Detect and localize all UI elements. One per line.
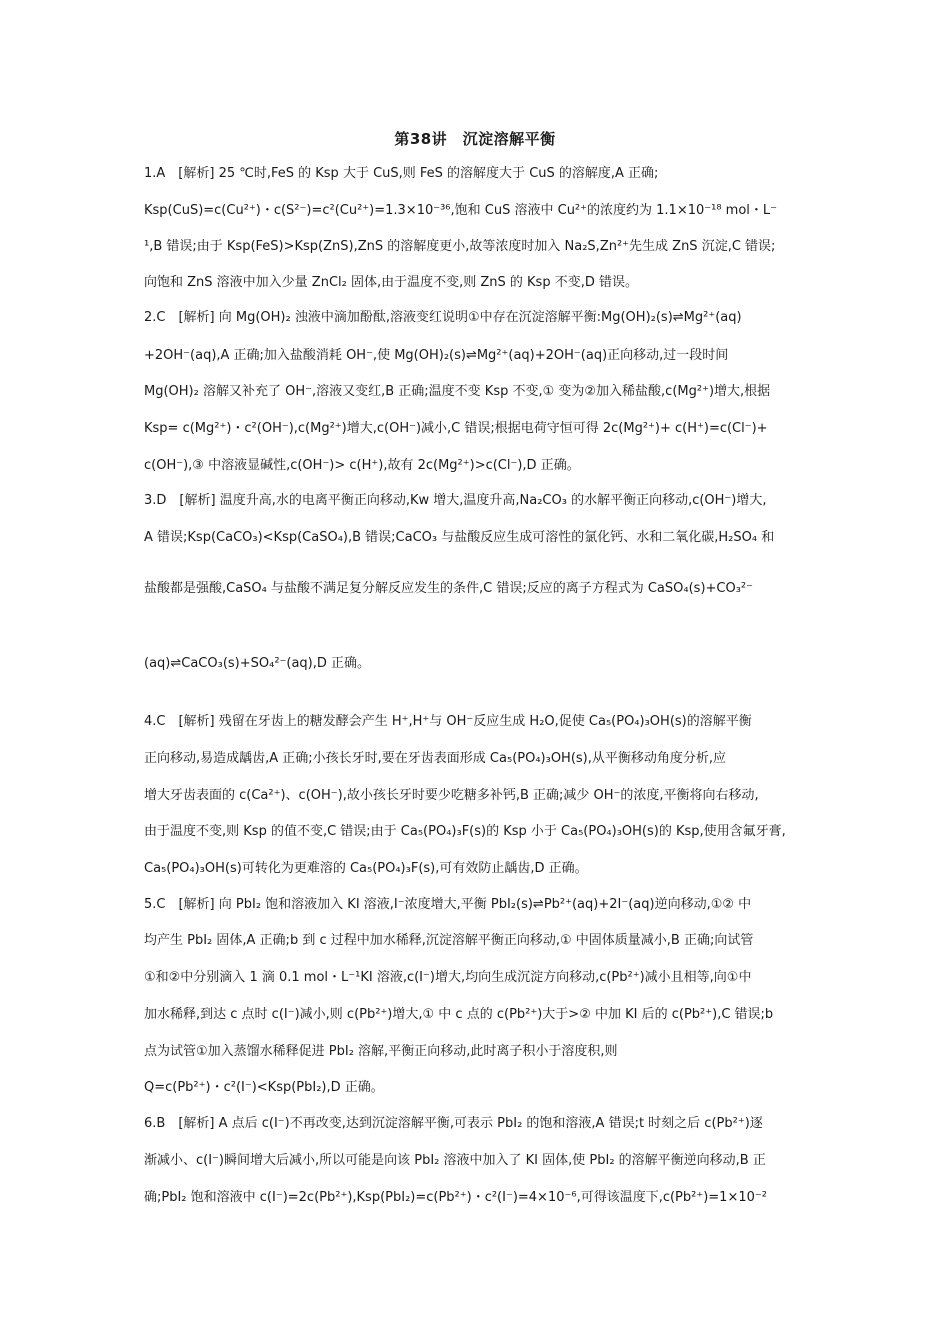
text-line: 加水稀释,到达 c 点时 c(I⁻)减小,则 c(Pb²⁺)增大,① 中 c 点的 c(Pb²⁺)大于>② 中加 KI 后的 c(Pb²⁺),C 错误;b (144, 1007, 774, 1022)
text-line: 向饱和 ZnS 溶液中加入少量 ZnCl₂ 固体,由于温度不变,则 ZnS 的 Ksp 不变,D 错误。 (144, 275, 638, 290)
text-line: A 错误;Ksp(CaCO₃)<Ksp(CaSO₄),B 错误;CaCO₃ 与盐酸反应生成可溶性的氯化钙、水和二氧化碳,H₂SO₄ 和 (144, 530, 775, 545)
text-line: 渐减小、c(I⁻)瞬间增大后减小,所以可能是向该 PbI₂ 溶液中加入了 KI 固体,使 PbI₂ 的溶解平衡逆向移动,B 正 (144, 1153, 766, 1168)
text-line: 正向移动,易造成龋齿,A 正确;小孩长牙时,要在牙齿表面形成 Ca₅(PO₄)₃OH(s),从平衡移动角度分析,应 (144, 751, 727, 766)
text-line: Mg(OH)₂ 溶解又补充了 OH⁻,溶液又变红,B 正确;温度不变 Ksp 不变,① 变为②加入稀盐酸,c(Mg²⁺)增大,根据 (144, 384, 771, 399)
text-line: 由于温度不变,则 Ksp 的值不变,C 错误;由于 Ca₅(PO₄)₃F(s)的 Ksp 小于 Ca₅(PO₄)₃OH(s)的 Ksp,使用含氟牙膏, (144, 824, 786, 839)
text-line: 增大牙齿表面的 c(Ca²⁺)、c(OH⁻),故小孩长牙时要少吃糖多补钙,B 正确;减少 OH⁻的浓度,平衡将向右移动, (144, 788, 759, 803)
text-line: 确;PbI₂ 饱和溶液中 c(I⁻)=2c(Pb²⁺),Ksp(PbI₂)=c(Pb²⁺)・c²(I⁻)=4×10⁻⁶,可得该温度下,c(Pb²⁺)=1×10⁻² (144, 1190, 767, 1205)
text-line: (aq)⇌CaCO₃(s)+SO₄²⁻(aq),D 正确。 (144, 656, 371, 671)
text-line: Ksp= c(Mg²⁺)・c²(OH⁻),c(Mg²⁺)增大,c(OH⁻)减小,C 错误;根据电荷守恒可得 2c(Mg²⁺)+ c(H⁺)=c(Cl⁻)+ (144, 421, 768, 436)
text-line: 4.C [解析] 残留在牙齿上的糖发酵会产生 H⁺,H⁺与 OH⁻反应生成 H₂O,促使 Ca₅(PO₄)₃OH(s)的溶解平衡 (144, 714, 752, 729)
text-line: 盐酸都是强酸,CaSO₄ 与盐酸不满足复分解反应发生的条件,C 错误;反应的离子方程式为 CaSO₄(s)+CO₃²⁻ (144, 581, 754, 596)
text-line: Q=c(Pb²⁺)・c²(I⁻)<Ksp(PbI₂),D 正确。 (144, 1080, 384, 1095)
page-title: 第38讲 沉淀溶解平衡 (394, 130, 556, 148)
text-line: 均产生 PbI₂ 固体,A 正确;b 到 c 过程中加水稀释,沉淀溶解平衡正向移动,① 中固体质量减小,B 正确;向试管 (144, 933, 754, 948)
text-line: +2OH⁻(aq),A 正确;加入盐酸消耗 OH⁻,使 Mg(OH)₂(s)⇌Mg²⁺(aq)+2OH⁻(aq)正向移动,过一段时间 (144, 348, 729, 363)
text-line: ①和②中分别滴入 1 滴 0.1 mol・L⁻¹KI 溶液,c(I⁻)增大,均向生成沉淀方向移动,c(Pb²⁺)减小且相等,向①中 (144, 970, 752, 985)
text-line: 3.D [解析] 温度升高,水的电离平衡正向移动,Kw 增大,温度升高,Na₂CO₃ 的水解平衡正向移动,c(OH⁻)增大, (144, 493, 767, 508)
text-line: 2.C [解析] 向 Mg(OH)₂ 浊液中滴加酚酞,溶液变红说明①中存在沉淀溶解平衡:Mg(OH)₂(s)⇌Mg²⁺(aq) (144, 310, 742, 325)
text-line: 6.B [解析] A 点后 c(I⁻)不再改变,达到沉淀溶解平衡,可表示 PbI₂ 的饱和溶液,A 错误;t 时刻之后 c(Pb²⁺)逐 (144, 1116, 763, 1131)
text-line: 1.A [解析] 25 ℃时,FeS 的 Ksp 大于 CuS,则 FeS 的溶解度大于 CuS 的溶解度,A 正确; (144, 166, 659, 181)
text-line: c(OH⁻),③ 中溶液显碱性,c(OH⁻)> c(H⁺),故有 2c(Mg²⁺)>c(Cl⁻),D 正确。 (144, 458, 580, 473)
text-line: ¹,B 错误;由于 Ksp(FeS)>Ksp(ZnS),ZnS 的溶解度更小,故等浓度时加入 Na₂S,Zn²⁺先生成 ZnS 沉淀,C 错误; (144, 239, 776, 254)
text-line: 点为试管①加入蒸馏水稀释促进 PbI₂ 溶解,平衡正向移动,此时离子积小于溶度积,则 (144, 1044, 618, 1059)
text-line: Ksp(CuS)=c(Cu²⁺)・c(S²⁻)=c²(Cu²⁺)=1.3×10⁻³⁶,饱和 CuS 溶液中 Cu²⁺的浓度约为 1.1×10⁻¹⁸ mol・L⁻ (144, 203, 778, 218)
text-line: 5.C [解析] 向 PbI₂ 饱和溶液加入 KI 溶液,I⁻浓度增大,平衡 PbI₂(s)⇌Pb²⁺(aq)+2I⁻(aq)逆向移动,①② 中 (144, 897, 752, 912)
text-line: Ca₅(PO₄)₃OH(s)可转化为更难溶的 Ca₅(PO₄)₃F(s),可有效防止龋齿,D 正确。 (144, 861, 588, 876)
